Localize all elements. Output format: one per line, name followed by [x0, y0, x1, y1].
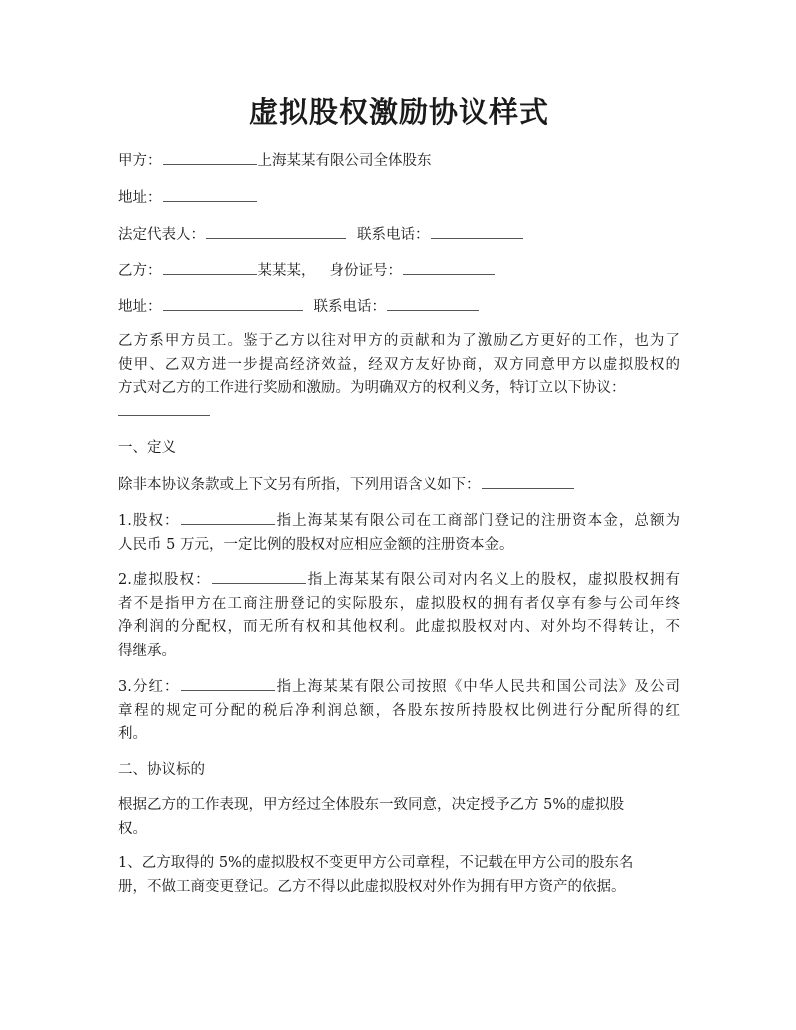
definition-blank: [181, 510, 275, 525]
party-a-blank: [163, 150, 257, 165]
definition-item-dividend: [118, 676, 680, 747]
party-b-line: [118, 260, 496, 282]
paragraph-row: 1、乙方取得的 5%的虚拟股权不变更甲方公司章程，不记载在甲方公司的股东名: [118, 855, 634, 871]
definition-row: 者不是指甲方在工商注册登记的实际股东，虚拟股权的拥有者仅享有参与公司年终: [118, 595, 680, 612]
party-b-label: 乙方：: [118, 263, 162, 279]
intro-row: 方式对乙方的工作进行奖励和激励。为明确双方的权利义务，特订立以下协议：: [118, 380, 626, 396]
definition-item-equity: [118, 510, 680, 557]
section-1-lead-line: [118, 474, 575, 496]
definition-label: 1.股权：: [118, 513, 180, 529]
party-a-rep-label: 法定代表人：: [118, 227, 205, 243]
party-a-address-line: [118, 187, 258, 209]
party-b-blank: [163, 260, 257, 275]
party-a-address-label: 地址：: [118, 190, 162, 206]
party-b-address-line: [118, 296, 480, 318]
party-a-rep-line: [118, 224, 524, 246]
intro-row: 乙方系甲方员工。鉴于乙方以往对甲方的贡献和为了激励乙方更好的工作，也为了: [118, 333, 680, 349]
definition-row: 利。: [118, 726, 147, 742]
section-1-lead-blank: [482, 474, 574, 489]
definition-row: 章程的规定可分配的税后净利润总额，各股东按所持股权比例进行分配所得的红: [118, 702, 680, 719]
definition-blank: [212, 569, 306, 584]
definition-blank: [181, 676, 275, 691]
party-b-phone-label: 联系电话：: [313, 299, 386, 315]
document-title: 虚拟股权激励协议样式: [248, 95, 549, 129]
party-a-line: [118, 150, 432, 172]
definition-row: 3.分红： 指上海某某有限公司按照《中华人民共和国公司法》及公司: [118, 676, 680, 700]
definition-label: 2.虚拟股权：: [118, 572, 211, 588]
paragraph-row: 权。: [118, 820, 147, 837]
party-b-value: 某某某，: [257, 263, 316, 279]
definition-row: 人民币 5 万元，一定比例的股权对应相应金额的注册资本金。: [118, 536, 514, 553]
definition-item-virtual-equity: [118, 569, 680, 663]
party-b-phone-blank: [387, 296, 479, 311]
definition-label: 3.分红：: [118, 679, 180, 695]
definition-row: 2.虚拟股权： 指上海某某有限公司对内名义上的股权，虚拟股权拥有: [118, 569, 680, 593]
section-2-heading: 二、协议标的: [118, 762, 205, 778]
intro-trailing-blank: [118, 401, 210, 416]
definition-row: 1.股权： 指上海某某有限公司在工商部门登记的注册资本金，总额为: [118, 510, 680, 534]
party-a-address-blank: [163, 187, 257, 202]
party-b-id-blank: [403, 260, 495, 275]
definition-row: 得继承。: [118, 642, 176, 659]
section-1-lead: 除非本协议条款或上下文另有所指，下列用语含义如下：: [118, 477, 481, 493]
intro-trailing-blank-row: [118, 401, 680, 425]
intro-row: 使甲、乙双方进一步提高经济效益，经双方友好协商，双方同意甲方以虚拟股权的: [118, 356, 680, 373]
section-2-paragraph-1: [118, 794, 680, 841]
party-a-phone-blank: [431, 224, 523, 239]
definition-row: 净利润的分配权，而无所有权和其他权利。此虚拟股权对内、对外均不得转让，不: [118, 619, 680, 635]
section-1-heading: 一、定义: [118, 440, 176, 456]
party-a-phone-label: 联系电话：: [357, 227, 430, 243]
party-b-id-label: 身份证号：: [329, 263, 402, 279]
party-b-address-label: 地址：: [118, 299, 162, 315]
paragraph-row: 根据乙方的工作表现，甲方经过全体股东一致同意，决定授予乙方 5%的虚拟股: [118, 797, 625, 813]
paragraph-row: 册，不做工商变更登记。乙方不得以此虚拟股权对外作为拥有甲方资产的依据。: [118, 878, 626, 895]
intro-paragraph: [118, 330, 680, 424]
party-a-rep-blank: [206, 224, 346, 239]
party-a-label: 甲方：: [118, 153, 162, 169]
party-a-value: 上海某某有限公司全体股东: [257, 153, 432, 169]
section-2-paragraph-2: [118, 852, 680, 899]
party-b-address-blank: [163, 296, 303, 311]
